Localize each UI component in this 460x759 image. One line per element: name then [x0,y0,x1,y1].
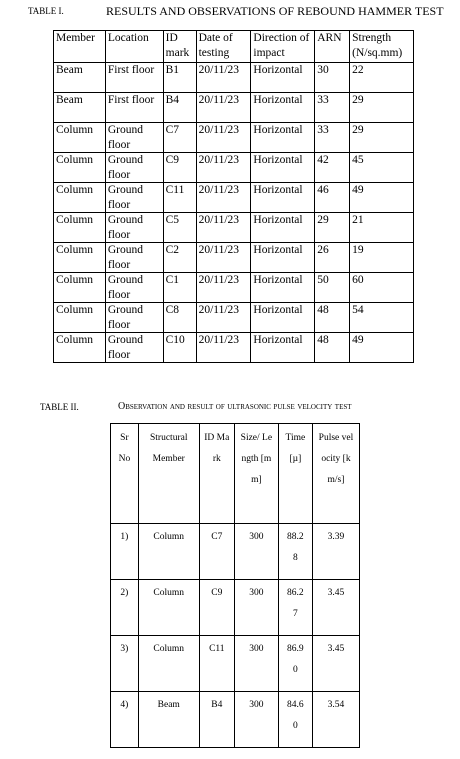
table-row [54,303,414,333]
table-cell: 3.45 [312,580,359,636]
table2-caption [40,400,450,416]
table-cell: 3.45 [312,636,359,692]
table-cell: 1) [111,524,139,580]
table-cell: 86.90 [278,636,312,692]
table-row [54,123,414,153]
column-header: Time [µ] [278,424,312,524]
table-cell: B4 [199,692,234,748]
table-cell: C9 [199,580,234,636]
table-cell: Ground floor [105,333,163,363]
table-cell: 33 [315,123,350,153]
table-cell: 42 [315,153,350,183]
table-cell: Column [54,183,106,213]
table-cell: 300 [234,636,278,692]
table-cell: Column [138,636,199,692]
table-cell: C7 [199,524,234,580]
table-cell: 20/11/23 [196,303,251,333]
table-cell: 50 [315,273,350,303]
table-cell: 20/11/23 [196,63,251,93]
table-cell: 300 [234,580,278,636]
table-cell: 22 [350,63,414,93]
table-cell: 20/11/23 [196,213,251,243]
table-cell: 20/11/23 [196,273,251,303]
table-cell: First floor [105,93,163,123]
table-cell: 3.54 [312,692,359,748]
table-cell: C8 [163,303,196,333]
table-cell: Column [54,243,106,273]
table-cell: 88.28 [278,524,312,580]
table1-header-row [54,31,414,63]
column-header: Date of testing [196,31,251,63]
table-row [54,333,414,363]
column-header: Size/ Length [mm] [234,424,278,524]
table-cell: Horizontal [251,123,315,153]
table-cell: 49 [350,183,414,213]
table-cell: 60 [350,273,414,303]
rebound-hammer-table [53,30,414,363]
table-cell: Column [54,123,106,153]
table-cell: Horizontal [251,93,315,123]
table-cell: 2) [111,580,139,636]
table-row [111,692,360,748]
column-header: Structural Member [138,424,199,524]
table-cell: 29 [350,123,414,153]
table-cell: 20/11/23 [196,183,251,213]
table-cell: 20/11/23 [196,333,251,363]
table-cell: 29 [315,213,350,243]
table-cell: 20/11/23 [196,93,251,123]
table1-title: RESULTS AND OBSERVATIONS OF REBOUND HAMMER TEST [106,4,444,18]
table-row [54,243,414,273]
ultrasonic-pulse-table [110,423,360,748]
table-row [54,183,414,213]
table-cell: Ground floor [105,213,163,243]
table-cell: C5 [163,213,196,243]
table-cell: Column [54,153,106,183]
table-cell: 26 [315,243,350,273]
table-row [111,580,360,636]
table-cell: 20/11/23 [196,153,251,183]
table2-label: TABLE II. [40,402,79,412]
table-cell: 21 [350,213,414,243]
table-row [54,93,414,123]
table-cell: 300 [234,524,278,580]
table-cell: Column [138,524,199,580]
table-cell: Ground floor [105,123,163,153]
column-header: Member [54,31,106,63]
table-cell: 300 [234,692,278,748]
column-header: ID mark [163,31,196,63]
table-cell: Horizontal [251,183,315,213]
table-cell: 49 [350,333,414,363]
table-cell: 29 [350,93,414,123]
table-cell: Column [54,213,106,243]
table-cell: 3.39 [312,524,359,580]
column-header: ID Mark [199,424,234,524]
table-row [111,636,360,692]
table-cell: 20/11/23 [196,123,251,153]
table-cell: Horizontal [251,273,315,303]
table-row [54,213,414,243]
table-cell: C11 [163,183,196,213]
table-cell: 19 [350,243,414,273]
table-row [54,63,414,93]
table-cell: Horizontal [251,243,315,273]
table-cell: B4 [163,93,196,123]
table-cell: 86.27 [278,580,312,636]
table-cell: Horizontal [251,333,315,363]
table-cell: B1 [163,63,196,93]
table-cell: 20/11/23 [196,243,251,273]
table-cell: Ground floor [105,153,163,183]
column-header: Sr No [111,424,139,524]
column-header: Location [105,31,163,63]
table-cell: 48 [315,303,350,333]
table2-header-row [111,424,360,524]
table-row [54,273,414,303]
table-cell: Beam [54,93,106,123]
table-cell: C2 [163,243,196,273]
table-cell: 46 [315,183,350,213]
table-cell: 48 [315,333,350,363]
table-cell: C1 [163,273,196,303]
column-header: Pulse velocity [km/s] [312,424,359,524]
column-header: ARN [315,31,350,63]
table1-caption [28,4,448,20]
table-cell: Column [54,303,106,333]
table-cell: C9 [163,153,196,183]
table-cell: 30 [315,63,350,93]
table-cell: Column [54,273,106,303]
table-cell: 84.60 [278,692,312,748]
table1-label: TABLE I. [28,6,64,16]
table-cell: Ground floor [105,303,163,333]
table-cell: Column [54,333,106,363]
table-cell: Ground floor [105,183,163,213]
table-cell: Beam [54,63,106,93]
column-header: Direction of impact [251,31,315,63]
table-cell: 45 [350,153,414,183]
table-cell: Ground floor [105,243,163,273]
column-header: Strength (N/sq.mm) [350,31,414,63]
table-cell: Horizontal [251,303,315,333]
table-cell: Ground floor [105,273,163,303]
table-cell: 3) [111,636,139,692]
table-cell: C11 [199,636,234,692]
table-cell: Column [138,580,199,636]
table2-title: Observation and result of ultrasonic pulse velocity test [118,401,352,412]
table-cell: Horizontal [251,63,315,93]
table-cell: 54 [350,303,414,333]
table-cell: 33 [315,93,350,123]
table-row [54,153,414,183]
table-cell: C7 [163,123,196,153]
table-cell: Horizontal [251,213,315,243]
table-cell: C10 [163,333,196,363]
table-cell: Horizontal [251,153,315,183]
table-cell: First floor [105,63,163,93]
table-cell: Beam [138,692,199,748]
table-row [111,524,360,580]
table-cell: 4) [111,692,139,748]
